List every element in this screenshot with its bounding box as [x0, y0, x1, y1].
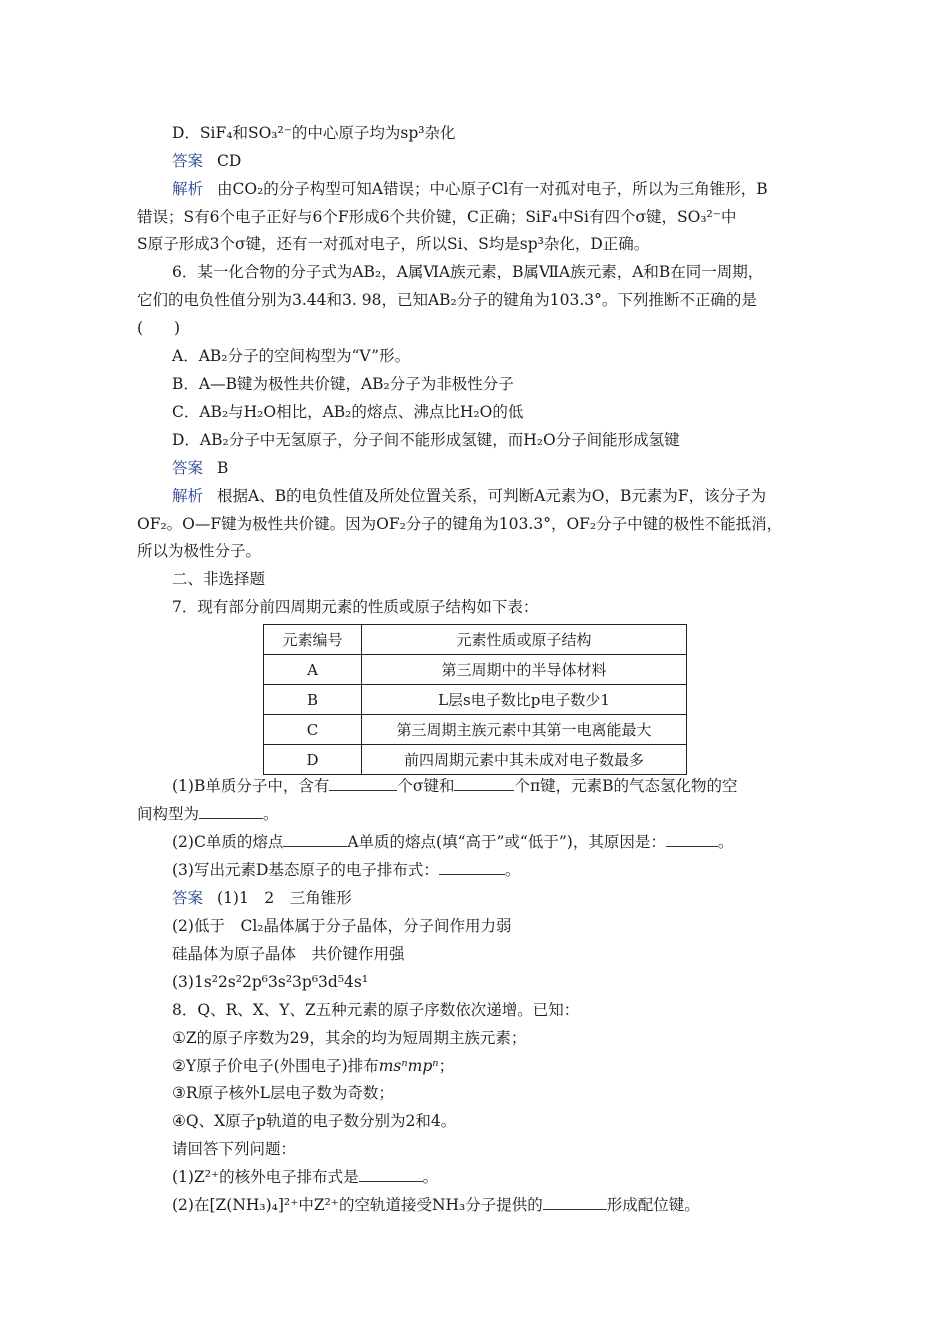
table-cell: A — [264, 655, 362, 685]
table-header-cell: 元素性质或原子结构 — [362, 625, 687, 655]
table-row — [264, 655, 687, 685]
table-cell: L层s电子数比p电子数少1 — [362, 685, 687, 715]
text: 个σ键和 — [397, 777, 455, 795]
table-cell: B — [264, 685, 362, 715]
text: 。 — [504, 861, 521, 879]
table-cell: C — [264, 715, 362, 745]
answer-value: CD — [217, 152, 242, 170]
q8-sub2 — [172, 1195, 700, 1215]
q7-sub1-line2 — [137, 804, 279, 824]
q6-option-b: B．A—B键为极性共价键，AB₂分子为非极性分子 — [172, 375, 514, 393]
q8-condition-3: ③R原子核外L层电子数为奇数； — [172, 1084, 394, 1102]
q6-stem-line3: ( ) — [137, 319, 181, 337]
q7-sub2 — [172, 832, 733, 852]
q5-option-d: D．SiF₄和SO₃²⁻的中心原子均为sp³杂化 — [172, 124, 456, 142]
q5-analysis-line3: S原子形成3个σ键，还有一对孤对电子，所以Si、S均是sp³杂化，D正确。 — [137, 235, 650, 253]
analysis-label: 解析 — [172, 487, 204, 505]
table-cell: 第三周期中的半导体材料 — [362, 655, 687, 685]
q6-analysis-line3: 所以为极性分子。 — [137, 542, 262, 560]
table-cell: D — [264, 745, 362, 775]
answer-label: 答案 — [172, 459, 204, 477]
element-table — [263, 624, 687, 775]
q6-analysis-line1 — [172, 486, 766, 506]
analysis-text: 根据A、B的电负性值及所处位置关系，可判断A元素为O，B元素为F，该分子为 — [217, 487, 767, 505]
table-cell: 前四周期元素中其未成对电子数最多 — [362, 745, 687, 775]
q7-answer3: 硅晶体为原子晶体 共价键作用强 — [172, 945, 405, 963]
formula: msⁿmpⁿ — [378, 1057, 439, 1075]
text: (2)C单质的熔点 — [172, 833, 284, 851]
q6-option-c: C．AB₂与H₂O相比，AB₂的熔点、沸点比H₂O的低 — [172, 403, 524, 421]
q6-answer — [172, 458, 228, 478]
q5-analysis-line1 — [172, 179, 768, 199]
fill-blank[interactable] — [359, 1167, 423, 1182]
fill-blank[interactable] — [439, 860, 505, 875]
q6-option-a: A．AB₂分子的空间构型为“V”形。 — [172, 347, 411, 365]
answer-label: 答案 — [172, 889, 204, 907]
q7-sub1-line1 — [172, 776, 738, 796]
fill-blank[interactable] — [666, 832, 718, 847]
text: 个π键，元素B的气态氢化物的空 — [514, 777, 738, 795]
text: 。 — [263, 805, 279, 823]
q8-condition-1: ①Z的原子序数为29，其余的均为短周期主族元素； — [172, 1029, 527, 1047]
text: 。 — [717, 833, 734, 851]
q6-option-d: D．AB₂分子中无氢原子，分子间不能形成氢键，而H₂O分子间能形成氢键 — [172, 431, 680, 449]
q8-condition-2 — [172, 1056, 454, 1076]
analysis-text: 由CO₂的分子构型可知A错误；中心原子Cl有一对孤对电子，所以为三角锥形，B — [217, 180, 768, 198]
fill-blank[interactable] — [329, 776, 397, 791]
q6-analysis-line2: OF₂。O—F键为极性共价键。因为OF₂分子的键角为103.3°，OF₂分子中键的极性不能抵消， — [137, 515, 783, 533]
answer-value: (1)1 2 三角锥形 — [217, 889, 352, 907]
q7-sub3 — [172, 860, 520, 880]
fill-blank[interactable] — [454, 776, 514, 791]
text: (3)写出元素D基态原子的电子排布式： — [172, 861, 439, 879]
table-header-row — [264, 625, 687, 655]
q7-answer4: (3)1s²2s²2p⁶3s²3p⁶3d⁵4s¹ — [172, 973, 369, 991]
table-row — [264, 685, 687, 715]
q8-prompt: 请回答下列问题： — [172, 1140, 297, 1158]
q7-answer2: (2)低于 Cl₂晶体属于分子晶体，分子间作用力弱 — [172, 917, 512, 935]
text: A单质的熔点(填“高于”或“低于”)，其原因是： — [347, 833, 666, 851]
q7-stem: 7．现有部分前四周期元素的性质或原子结构如下表： — [172, 598, 539, 616]
q8-stem: 8．Q、R、X、Y、Z五种元素的原子序数依次递增。已知： — [172, 1001, 580, 1019]
text: 。 — [422, 1168, 439, 1186]
q5-answer — [172, 151, 241, 171]
q8-sub1 — [172, 1167, 438, 1187]
q6-stem-line1: 6．某一化合物的分子式为AB₂，A属ⅥA族元素，B属ⅦA族元素，A和B在同一周期， — [172, 263, 764, 281]
section-title: 二、非选择题 — [172, 570, 266, 588]
text: (2)在[Z(NH₃)₄]²⁺中Z²⁺的空轨道接受NH₃分子提供的 — [172, 1196, 543, 1214]
text: ②Y原子价电子(外围电子)排布 — [172, 1057, 379, 1075]
q5-analysis-line2: 错误；S有6个电子正好与6个F形成6个共价键，C正确；SiF₄中Si有四个σ键，SO₃²⁻中 — [137, 208, 737, 226]
text: 间构型为 — [137, 805, 200, 823]
text: (1)Z²⁺的核外电子排布式是 — [172, 1168, 359, 1186]
fill-blank[interactable] — [283, 832, 347, 847]
q7-answer1 — [172, 888, 352, 908]
table-cell: 第三周期主族元素中其第一电离能最大 — [362, 715, 687, 745]
answer-value: B — [217, 459, 229, 477]
fill-blank[interactable] — [199, 804, 263, 819]
table-row — [264, 715, 687, 745]
q6-stem-line2: 它们的电负性值分别为3.44和3. 98，已知AB₂分子的键角为103.3°。下列推断不正确的是 — [137, 291, 757, 309]
table-row — [264, 745, 687, 775]
text: 形成配位键。 — [606, 1196, 700, 1214]
q8-condition-4: ④Q、X原子p轨道的电子数分别为2和4。 — [172, 1112, 457, 1130]
analysis-label: 解析 — [172, 180, 204, 198]
fill-blank[interactable] — [543, 1195, 607, 1210]
text: ； — [438, 1057, 455, 1075]
answer-label: 答案 — [172, 152, 204, 170]
text: (1)B单质分子中，含有 — [172, 777, 330, 795]
table-header-cell: 元素编号 — [264, 625, 362, 655]
